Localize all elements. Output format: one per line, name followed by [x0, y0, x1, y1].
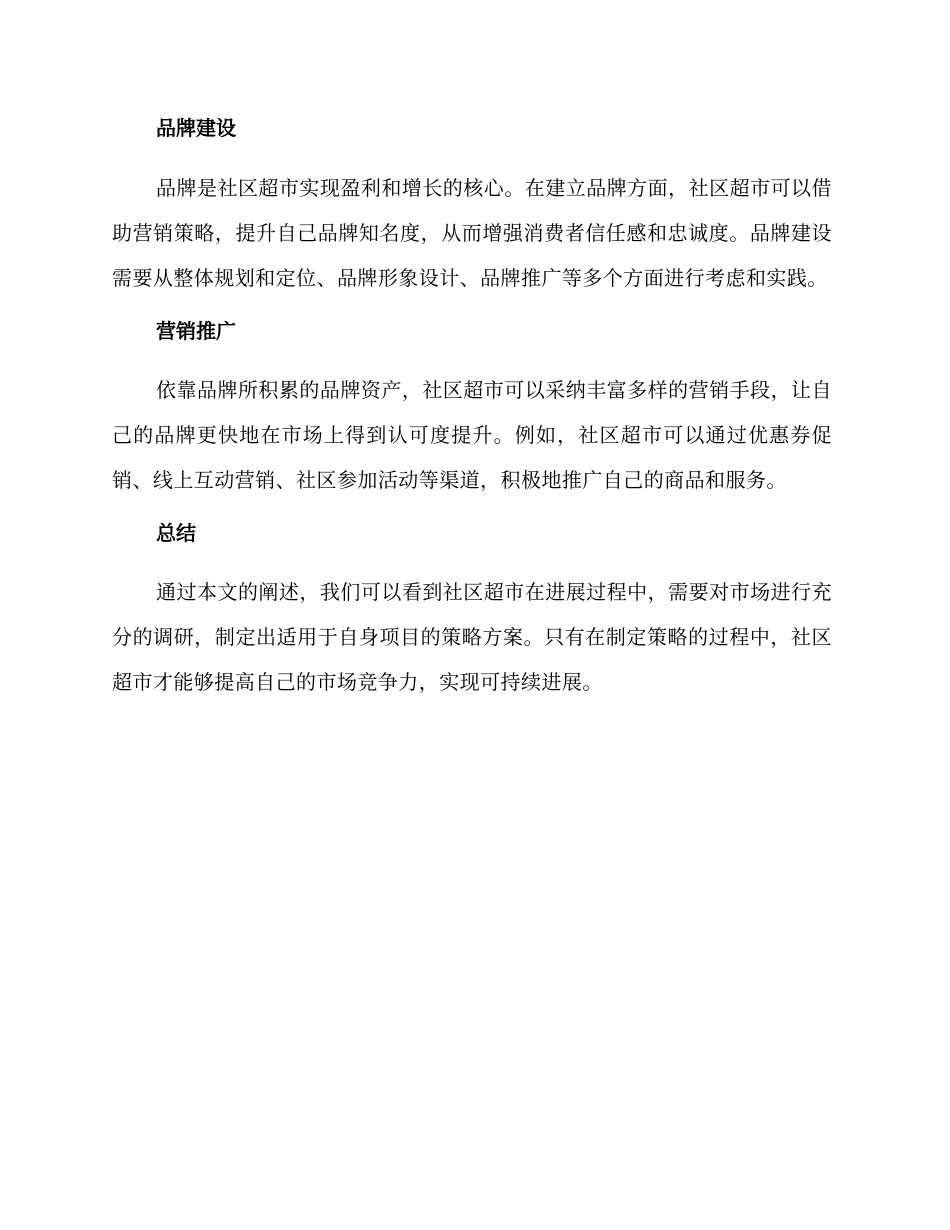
- section-heading-brand: 品牌建设: [156, 116, 236, 140]
- document-page: [112, 112, 832, 705]
- section-paragraph-brand: 品牌是社区超市实现盈利和增长的核心。在建立品牌方面，社区超市可以借助营销策略，提升自己品牌知名度，从而增强消费者信任感和忠诚度。品牌建设需要从整体规划和定位、品牌形象设计、品牌推广等多个方面进行考虑和实践。: [112, 176, 832, 290]
- section-heading-summary: 总结: [156, 521, 196, 545]
- section-heading-marketing: 营销推广: [156, 319, 236, 343]
- section-paragraph-marketing: 依靠品牌所积累的品牌资产，社区超市可以采纳丰富多样的营销手段，让自己的品牌更快地在市场上得到认可度提升。例如，社区超市可以通过优惠券促销、线上互动营销、社区参加活动等渠道，积极地推广自己的商品和服务。: [112, 378, 832, 492]
- section-paragraph-summary: 通过本文的阐述，我们可以看到社区超市在进展过程中，需要对市场进行充分的调研，制定出适用于自身项目的策略方案。只有在制定策略的过程中，社区超市才能够提高自己的市场竞争力，实现可持续进展。: [112, 580, 832, 694]
